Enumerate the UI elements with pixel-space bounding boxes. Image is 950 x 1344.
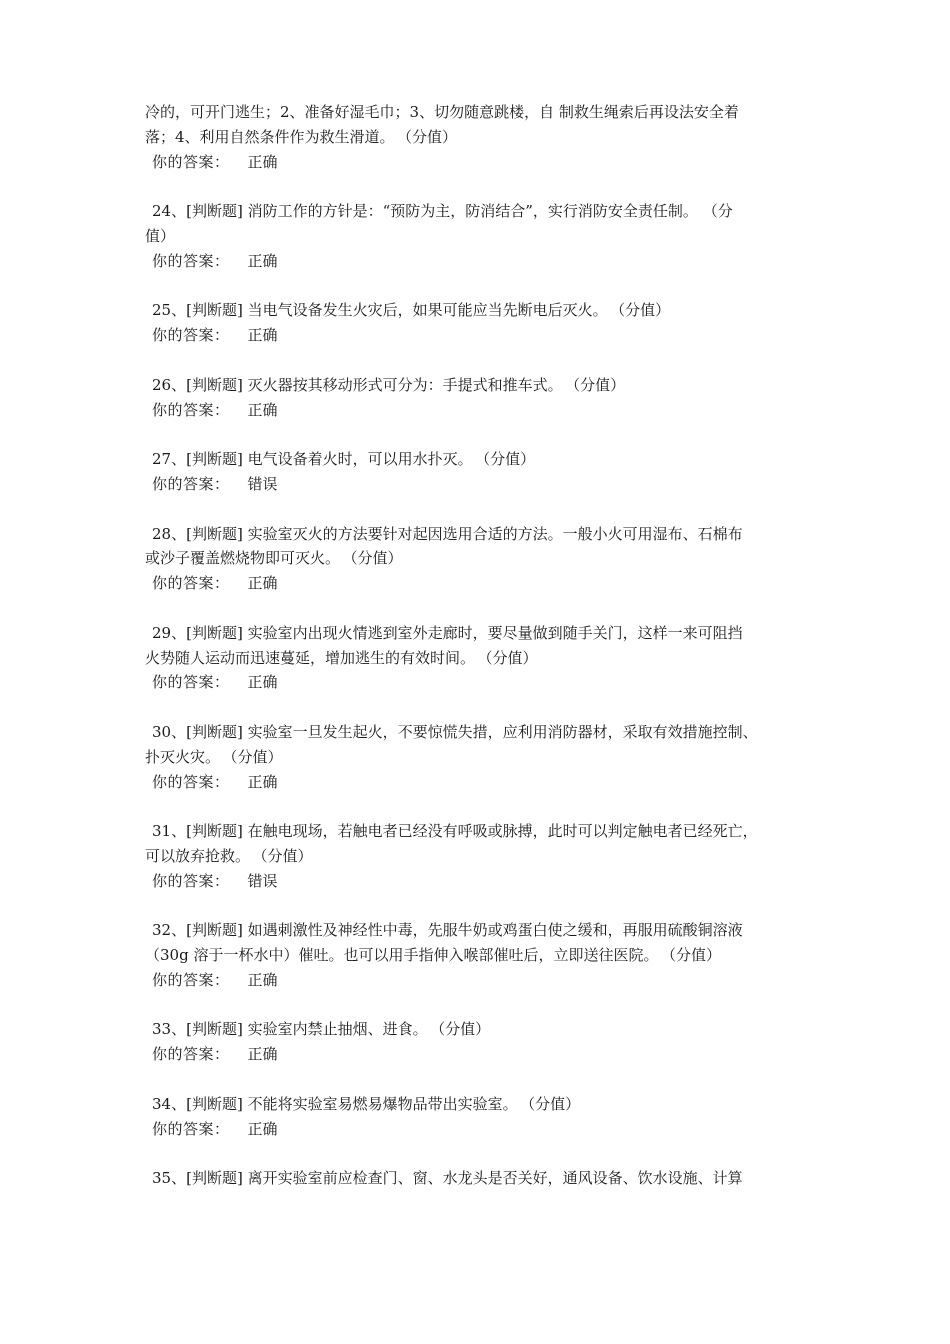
question-text-line	[145, 199, 815, 224]
question-type: [判断题]	[186, 623, 243, 642]
answer-value: 正确	[247, 326, 278, 345]
question-text-line	[145, 224, 815, 249]
question-24	[145, 199, 815, 273]
question-type: [判断题]	[186, 1020, 243, 1039]
answer-line	[145, 571, 815, 596]
question-text: 实验室内禁止抽烟、进食。	[247, 1020, 428, 1039]
question-type: [判断题]	[186, 524, 243, 543]
score-marker: （分值）	[437, 1020, 491, 1039]
answer-line	[145, 869, 815, 894]
answer-line	[145, 249, 815, 274]
answer-value: 正确	[247, 970, 278, 989]
question-number: 31、	[152, 822, 187, 841]
question-text-line	[145, 646, 815, 671]
question-type: [判断题]	[186, 301, 243, 320]
question-type: [判断题]	[186, 722, 243, 741]
score-marker: （分值）	[527, 1094, 581, 1113]
answer-line	[145, 150, 815, 175]
score-marker: （分值）	[485, 648, 538, 667]
question-28	[145, 522, 815, 596]
score-marker: （分值）	[617, 301, 671, 320]
question-text-line	[145, 943, 815, 968]
question-text: 离开实验室前应检查门、窗、水龙头是否关好，通风设备、饮水设施、计算	[247, 1169, 743, 1188]
question-text: 电气设备着火时，可以用水扑灭。	[247, 450, 473, 469]
answer-value: 正确	[247, 574, 278, 593]
answer-label: 你的答案：	[152, 772, 230, 791]
question-number: 27、	[152, 450, 187, 469]
question-type: [判断题]	[186, 202, 243, 221]
answer-value: 正确	[247, 772, 278, 791]
question-type: [判断题]	[186, 921, 243, 940]
score-marker: （分值）	[668, 946, 721, 965]
question-text: 落；4、利用自然条件作为救生滑道。	[145, 127, 395, 146]
question-23-continuation	[145, 100, 815, 174]
score-marker: （分值）	[572, 375, 626, 394]
answer-label: 你的答案：	[152, 326, 230, 345]
question-text-line	[145, 125, 815, 150]
answer-line	[145, 1117, 815, 1142]
question-34	[145, 1092, 815, 1142]
answer-label: 你的答案：	[152, 970, 230, 989]
question-text-line	[145, 298, 815, 323]
question-text: 不能将实验室易燃易爆物品带出实验室。	[247, 1094, 518, 1113]
question-number: 33、	[152, 1020, 187, 1039]
question-text: 值）	[145, 226, 176, 245]
question-text-line	[145, 844, 815, 869]
question-text: 在触电现场，若触电者已经没有呼吸或脉搏，此时可以判定触电者已经死亡，	[247, 822, 758, 841]
answer-label: 你的答案：	[152, 574, 230, 593]
question-text-line	[145, 745, 815, 770]
question-number: 26、	[152, 375, 187, 394]
question-text: 消防工作的方针是：“预防为主，防消结合”，实行消防安全责任制。 （分	[247, 202, 733, 221]
answer-label: 你的答案：	[152, 1045, 230, 1064]
answer-value: 正确	[247, 251, 278, 270]
question-27	[145, 447, 815, 497]
answer-line	[145, 670, 815, 695]
answer-value: 正确	[247, 152, 278, 171]
question-text-line: 冷的，可开门逃生；2、准备好湿毛巾；3、切勿随意跳楼，自 制救生绳索后再设法安全着	[145, 103, 739, 121]
question-text: 灭火器按其移动形式可分为：手提式和推车式。	[247, 375, 563, 394]
answer-label: 你的答案：	[152, 871, 230, 890]
question-number: 24、	[152, 202, 187, 221]
question-26	[145, 373, 815, 423]
question-text-line	[145, 447, 815, 472]
answer-value: 正确	[247, 673, 278, 692]
question-text: 实验室灭火的方法要针对起因选用合适的方法。一般小火可用湿布、石棉布	[247, 524, 743, 543]
question-text: 可以放弃抢救。	[145, 846, 251, 865]
question-text-line	[145, 522, 815, 547]
question-text-line	[145, 720, 815, 745]
question-text: 实验室一旦发生起火，不要惊慌失措，应利用消防器材，采取有效措施控制、	[247, 722, 758, 741]
score-marker: （分值）	[230, 747, 283, 766]
question-type: [判断题]	[186, 1169, 243, 1188]
question-text: 扑灭火灾。	[145, 747, 221, 766]
question-text-line	[145, 621, 815, 646]
question-31	[145, 819, 815, 893]
answer-label: 你的答案：	[152, 474, 230, 493]
question-number: 30、	[152, 722, 187, 741]
answer-line	[145, 968, 815, 993]
question-number: 34、	[152, 1094, 187, 1113]
question-text-line	[145, 1092, 815, 1117]
answer-value: 错误	[247, 871, 278, 890]
question-25	[145, 298, 815, 348]
answer-line	[145, 323, 815, 348]
question-text: 当电气设备发生火灾后，如果可能应当先断电后灭火。	[247, 301, 608, 320]
question-type: [判断题]	[186, 450, 243, 469]
question-type: [判断题]	[186, 822, 243, 841]
question-text-line	[145, 1017, 815, 1042]
question-text: 或沙子覆盖燃烧物即可灭火。	[145, 549, 341, 568]
question-text: 如遇刺激性及神经性中毒，先服牛奶或鸡蛋白使之缓和，再服用硫酸铜溶液	[247, 921, 743, 940]
score-marker: （分值）	[260, 846, 313, 865]
question-text: 火势随人运动而迅速蔓延，增加逃生的有效时间。	[145, 648, 476, 667]
answer-label: 你的答案：	[152, 152, 230, 171]
answer-value: 正确	[247, 400, 278, 419]
answer-line	[145, 472, 815, 497]
question-32	[145, 918, 815, 992]
answer-label: 你的答案：	[152, 251, 230, 270]
score-marker: （分值）	[404, 127, 458, 146]
answer-line	[145, 398, 815, 423]
question-text-line	[145, 1166, 815, 1191]
answer-value: 正确	[247, 1119, 278, 1138]
question-text-line	[145, 546, 815, 571]
score-marker: （分值）	[482, 450, 536, 469]
question-number: 25、	[152, 301, 187, 320]
question-35	[145, 1166, 815, 1191]
question-number: 28、	[152, 524, 187, 543]
document-page	[145, 100, 815, 1191]
question-number: 29、	[152, 623, 187, 642]
question-text-line	[145, 819, 815, 844]
question-33	[145, 1017, 815, 1067]
question-text: 实验室内出现火情逃到室外走廊时，要尽量做到随手关门，这样一来可阻挡	[247, 623, 743, 642]
score-marker: （分值）	[350, 549, 403, 568]
question-type: [判断题]	[186, 375, 243, 394]
question-type: [判断题]	[186, 1094, 243, 1113]
question-text-line	[145, 918, 815, 943]
question-number: 35、	[152, 1169, 187, 1188]
answer-value: 正确	[247, 1045, 278, 1064]
answer-line	[145, 770, 815, 795]
answer-line	[145, 1042, 815, 1067]
answer-label: 你的答案：	[152, 673, 230, 692]
question-text-line	[145, 373, 815, 398]
question-text: （30g 溶于一杯水中）催吐。也可以用手指伸入喉部催吐后，立即送往医院。	[145, 946, 659, 965]
answer-label: 你的答案：	[152, 400, 230, 419]
answer-label: 你的答案：	[152, 1119, 230, 1138]
answer-value: 错误	[247, 474, 278, 493]
question-number: 32、	[152, 921, 187, 940]
question-29	[145, 621, 815, 695]
question-30	[145, 720, 815, 794]
